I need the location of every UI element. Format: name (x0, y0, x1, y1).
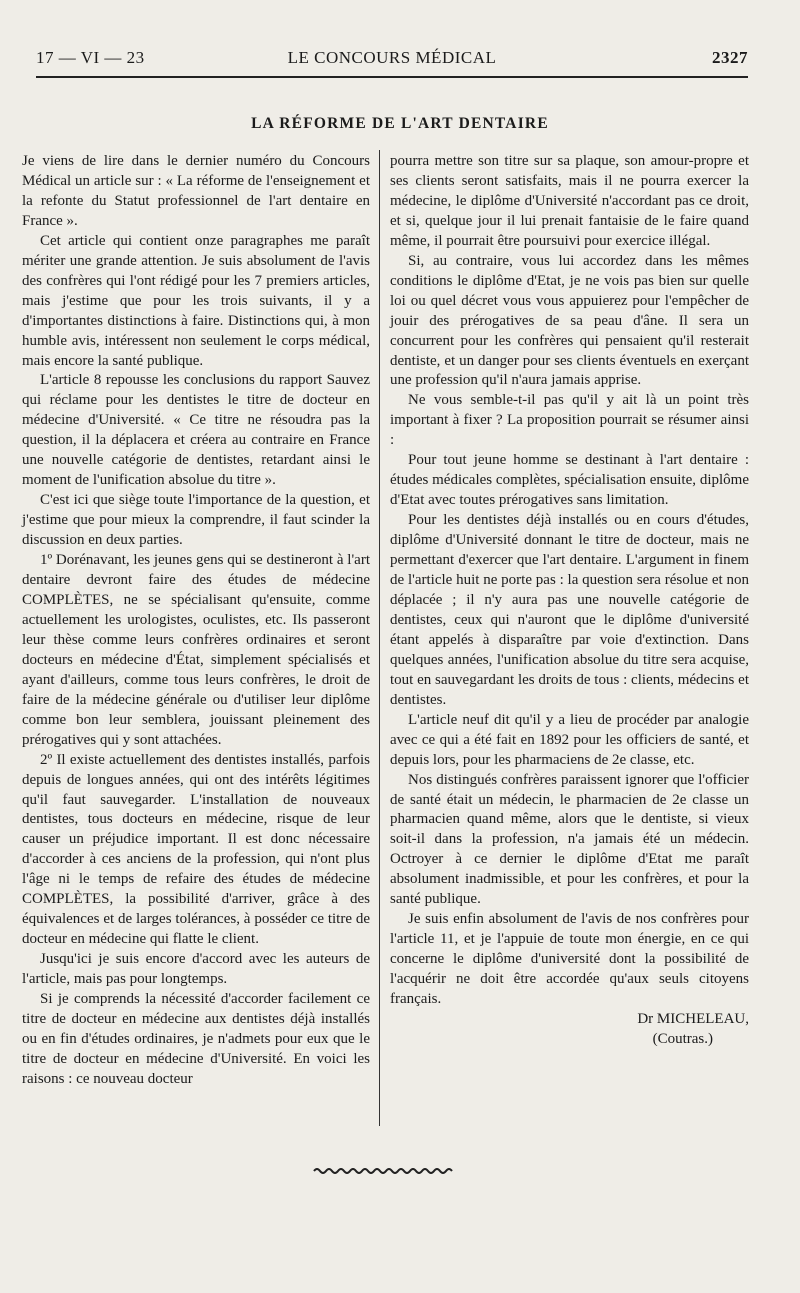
running-header (36, 46, 748, 72)
signature-name: Dr MICHELEAU, (637, 1010, 749, 1027)
paragraph: Si, au contraire, vous lui accordez dans les mêmes conditions le diplôme d'Etat, je ne vois pas bien sur quelle loi ou quel décret vous vous appuierez pour l'empêcher de jouir des prérogatives de sa peau d'âne. Il sera un concurrent pour les confrères qui pensaient qu'il resterait dentiste, et un danger pour ses clients éventuels en exerçant une profession qu'il n'aura jamais apprise. (390, 252, 749, 389)
journal-title: LE CONCOURS MÉDICAL (287, 48, 497, 67)
paragraph: pourra mettre son titre sur sa plaque, son amour-propre et ses clients seront satisfaits, mais il ne pourra exercer la médecine, le diplôme d'Université n'accordant pas ce droit, et si, quelque jour il lui prenait fantaisie de le faire quand même, il pourrait être poursuivi pour exercice illégal. (390, 153, 749, 249)
signature-location: (Coutras.) (652, 1030, 713, 1047)
column-divider (379, 150, 380, 1126)
paragraph: Jusqu'ici je suis encore d'accord avec les auteurs de l'article, mais pas pour longtemps. (22, 951, 370, 988)
right-column (390, 152, 749, 1050)
paragraph: Pour tout jeune homme se destinant à l'art dentaire : études médicales complètes, spécialisation ensuite, diplôme d'Etat avec toutes prérogatives sans limitation. (390, 452, 749, 509)
issue-date: 17 — VI — 23 (36, 48, 145, 67)
paragraph: L'article neuf dit qu'il y a lieu de procéder par analogie avec ce qui a été fait en 1892 pour les officiers de santé, et depuis lors, pour les pharmaciens de 2e classe, etc. (390, 711, 749, 768)
paragraph: Cet article qui contient onze paragraphes me paraît mériter une grande attention. Je suis absolument de l'avis des confrères qui l'ont rédigé pour les 7 premiers articles, mais j'estime que pour les trois suivants, il y a d'importantes distinctions à faire. Distinctions qui, à mon humble avis, intéressent non seulement le corps médical, mais encore la santé publique. (22, 232, 370, 369)
paragraph: Pour les dentistes déjà installés ou en cours d'études, diplôme d'Université donnant le titre de docteur, mais ne permettant d'exercer que l'art dentaire. L'argument in finem de l'article huit ne porte pas : la question sera résolue et non déplacée ; il n'y aura pas une nouvelle catégorie de dentistes, ceux qui n'auront que le diplôme d'université étant appelés à disparaître par voie d'extinction. Dans quelques années, l'unification absolue du titre sera acquise, tout en sauvegardant les droits de tous : clients, médecins et dentistes. (390, 512, 749, 708)
paragraph: 2º Il existe actuellement des dentistes installés, parfois depuis de longues années, qui ont des intérêts légitimes qu'il faut sauvegarder. L'installation de nouveaux dentistes, tous docteurs en médecine, risque de leur causer un préjudice important. Il est donc nécessaire d'accorder à ces anciens de la profession, qui n'ont plus l'âge ni le temps de refaire des études de médecine COMPLÈTES, la possibilité d'arriver, grâce à des équivalences et de larges tolérances, à posséder ce titre de docteur en médecine qui flatte le client. (22, 751, 370, 948)
header-rule (36, 76, 748, 78)
article-title: LA RÉFORME DE L'ART DENTAIRE (251, 115, 549, 132)
paragraph: Ne vous semble-t-il pas qu'il y ait là un point très important à fixer ? La proposition pourrait se résumer ainsi : (390, 392, 749, 449)
paragraph: Si je comprends la nécessité d'accorder facilement ce titre de docteur en médecine aux dentistes déjà installés ou en fin d'études ordinaires, je n'admets pour eux que le titre de docteur en médecine d'Université. En voici les raisons : ce nouveau docteur (22, 991, 370, 1087)
page-number: 2327 (712, 48, 748, 67)
paragraph: Je viens de lire dans le dernier numéro du Concours Médical un article sur : « La réforme de l'enseignement et la refonte du Statut professionnel de l'art dentaire en France ». (22, 153, 370, 229)
paragraph: 1º Dorénavant, les jeunes gens qui se destineront à l'art dentaire devront faire des études de médecine COMPLÈTES, ne se spécialisant qu'ensuite, comme actuellement les urologistes, oculistes, etc. Ils passeront leur thèse comme leurs confrères ordinaires et seront docteurs en médecine d'État, simplement spécialisés et ayant d'ailleurs, comme tous leurs confrères, le droit de faire de la médecine générale ou d'utiliser leur diplôme comme bon leur semblera, jouissant pleinement des prérogatives qui y sont attachées. (22, 552, 370, 748)
paragraph: Nos distingués confrères paraissent ignorer que l'officier de santé était un médecin, le pharmacien de 2e classe un pharmacien quand même, alors que le dentiste, si vieux soit-il dans la profession, n'a jamais été un médecin. Octroyer à ce dernier le diplôme d'Etat me paraît absolument inadmissible, et pour les confrères, et pour la santé publique. (390, 771, 749, 908)
end-ornament (312, 1166, 454, 1176)
paragraph: C'est ici que siège toute l'importance de la question, et j'estime que pour mieux la comprendre, il faut scinder la discussion en deux parties. (22, 492, 370, 549)
paragraph: Je suis enfin absolument de l'avis de nos confrères pour l'article 11, et je l'appuie de toute mon énergie, en ce qui concerne le diplôme d'université dont la possibilité de l'acquérir ne doit être accordée qu'aux seuls citoyens français. (390, 911, 749, 1008)
paragraph: L'article 8 repousse les conclusions du rapport Sauvez qui réclame pour les dentistes le titre de docteur en médecine d'Université. « Ce titre ne résoudra pas la question, il la déplacera et créera au contraire en France une nouvelle catégorie de dentistes, retardant ainsi le moment de l'unification absolue du titre ». (22, 372, 370, 489)
left-column (22, 152, 370, 1090)
